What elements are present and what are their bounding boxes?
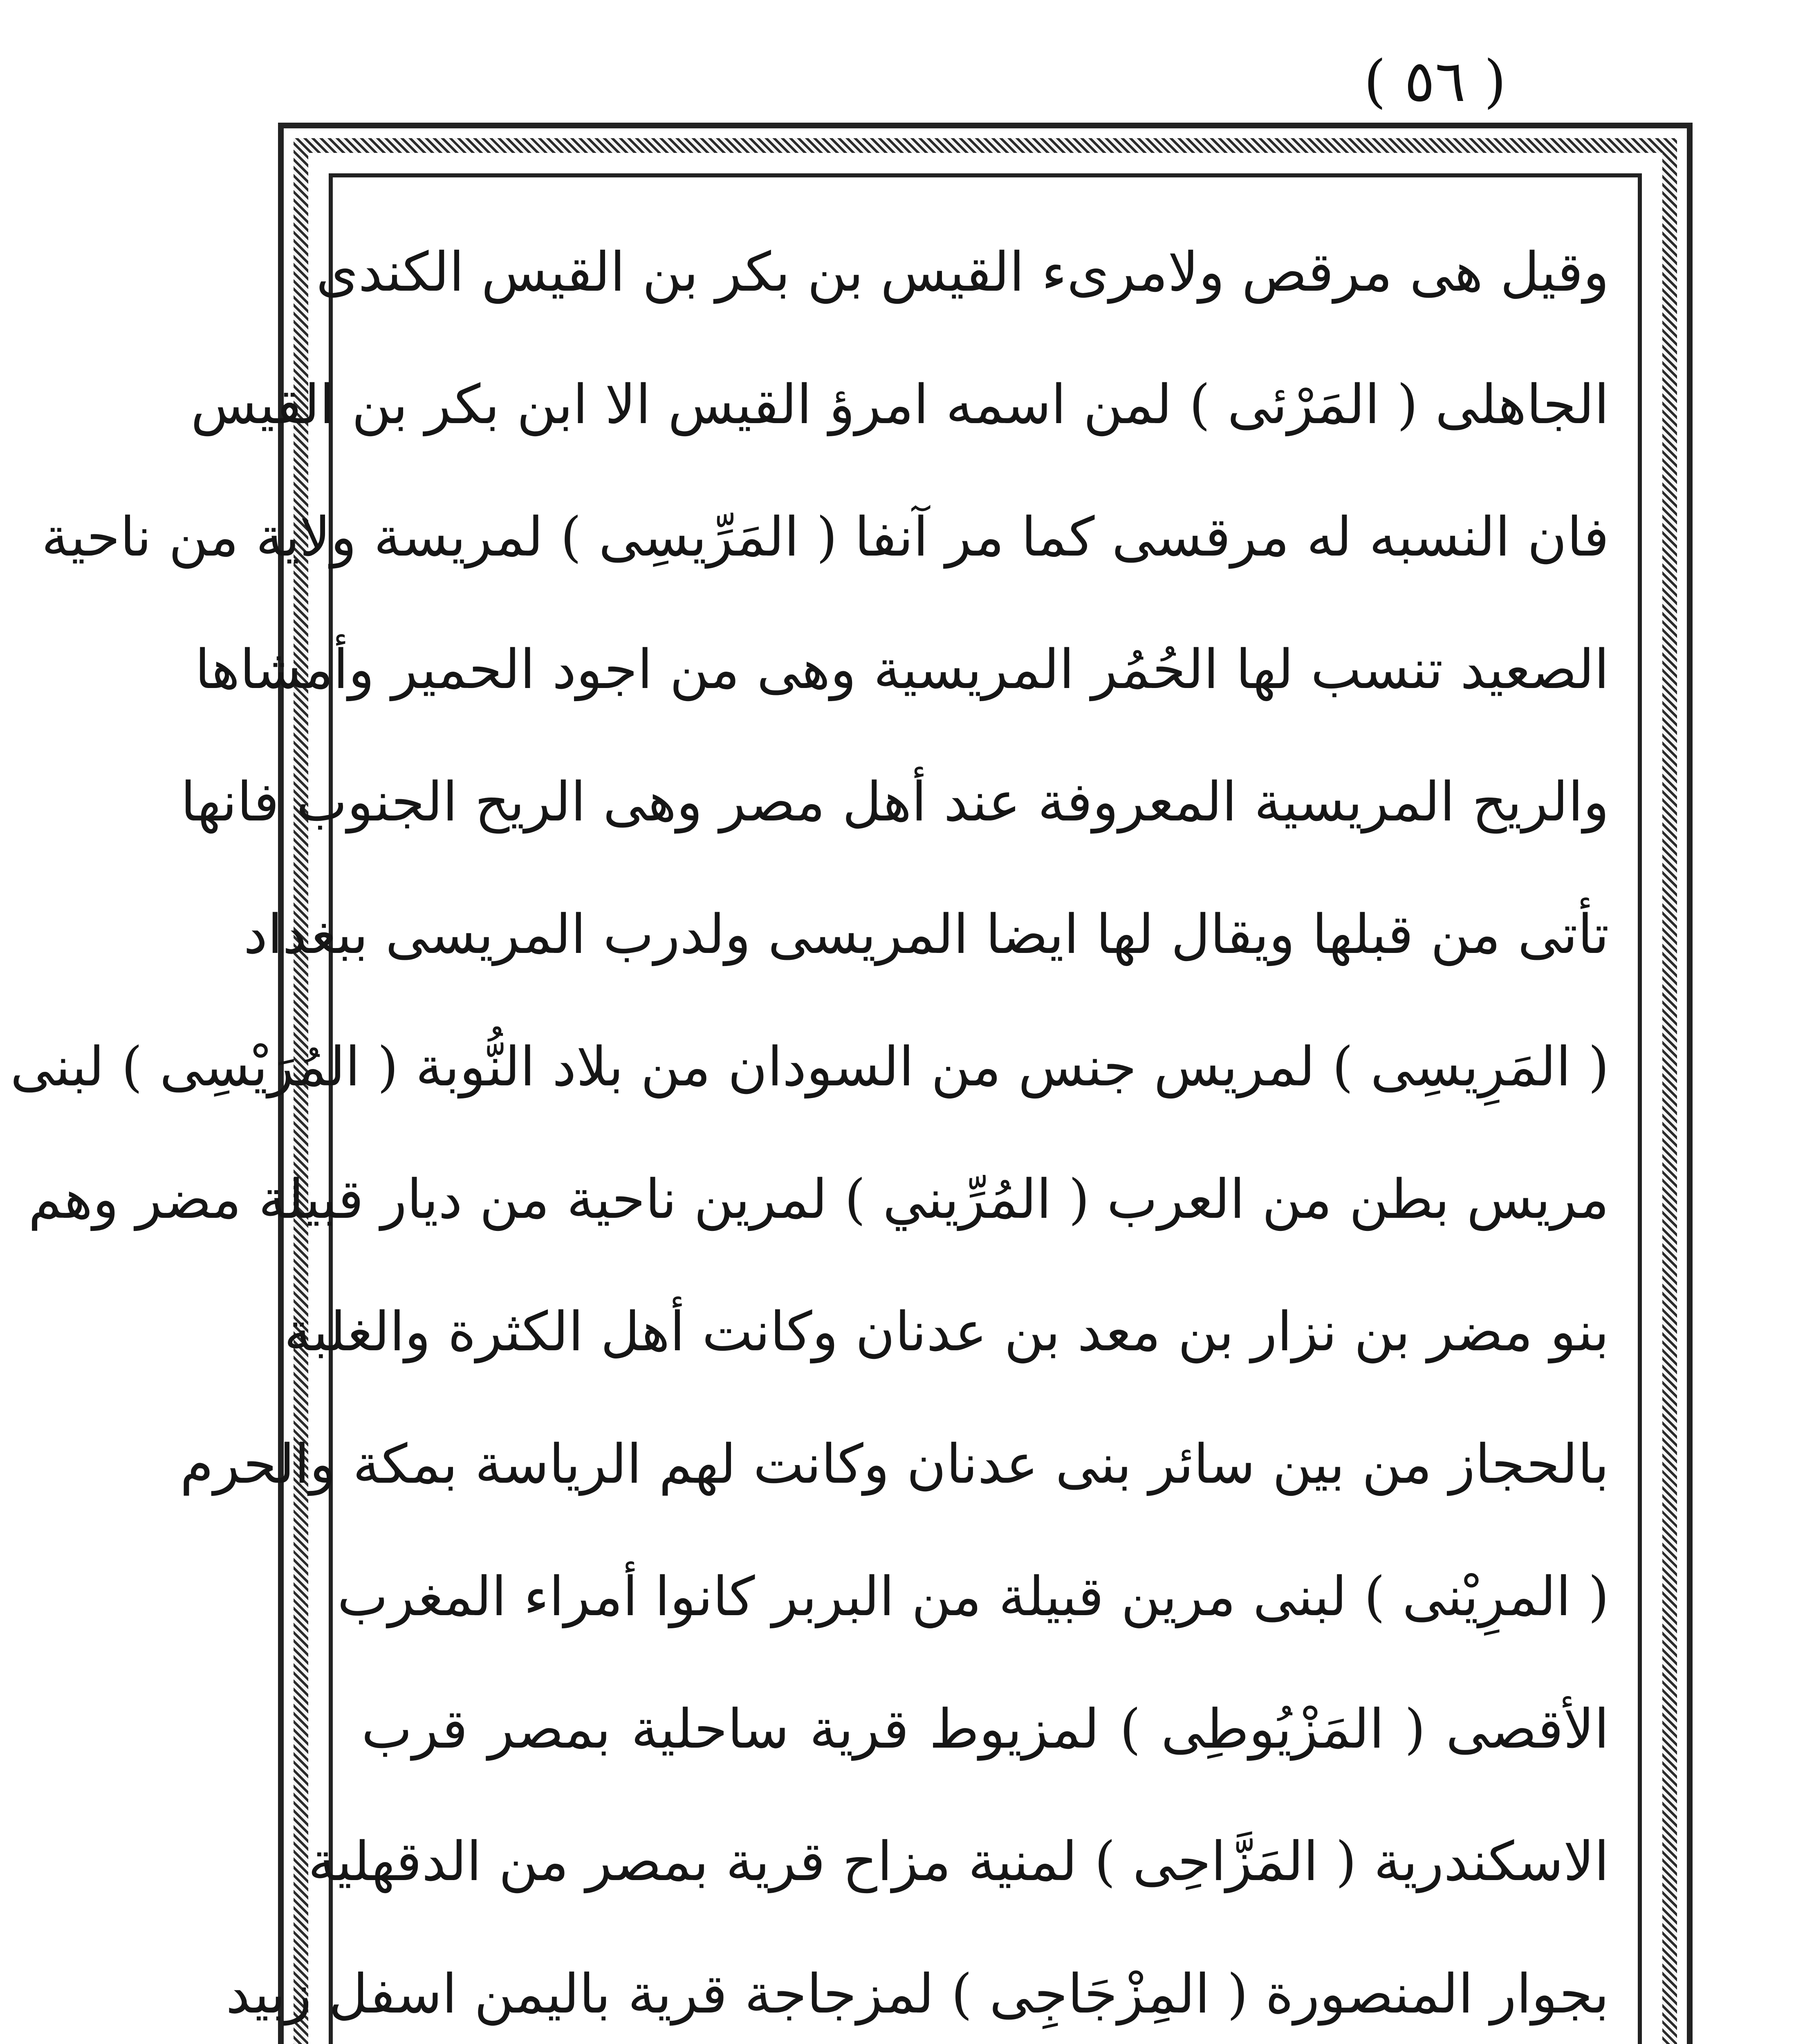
body-text	[10, 206, 1609, 2044]
text-line: الأقصى ( المَزْيُوطِى ) لمزيوط قرية ساحلية بمصر قرب	[361, 1698, 1609, 1761]
text-line: ( المرِيْنى ) لبنى مرين قبيلة من البربر كانوا أمراء المغرب	[337, 1565, 1609, 1628]
text-frame	[10, 173, 1642, 2044]
text-line: فان النسبه له مرقسى كما مر آنفا ( المَرِّيسِى ) لمريسة ولاية من ناحية	[41, 506, 1609, 569]
text-line: الصعيد تنسب لها الحُمُر المريسية وهى من اجود الحمير وأمشاها	[195, 638, 1609, 701]
text-line: تأتى من قبلها ويقال لها ايضا المريسى ولدرب المريسى ببغداد	[243, 903, 1609, 966]
page-border	[10, 123, 1693, 2044]
text-line: الجاهلى ( المَرْئى ) لمن اسمه امرؤ القيس الا ابن بكر بن القيس	[191, 373, 1609, 436]
text-line: ( المَرِيسِى ) لمريس جنس من السودان من بلاد النُّوبة ( المُرَيْسِى ) لبنى	[10, 1035, 1609, 1098]
text-line: والريح المريسية المعروفة عند أهل مصر وهى الريح الجنوب فانها	[180, 771, 1609, 834]
text-line: مريس بطن من العرب ( المُرِّيني ) لمرين ناحية من ديار قبيلة مضر وهم	[28, 1168, 1609, 1231]
text-line: بجوار المنصورة ( المِزْجَاجِى ) لمزجاجة قرية باليمن اسفل زبيد	[226, 1963, 1609, 2026]
page-number: ( ٥٦ )	[1363, 48, 1507, 115]
text-line: بنو مضر بن نزار بن معد بن عدنان وكانت أهل الكثرة والغلبة	[284, 1300, 1609, 1363]
text-line: بالحجاز من بين سائر بنى عدنان وكانت لهم الرياسة بمكة والحرم	[180, 1433, 1609, 1496]
text-line: الاسكندرية ( المَزَّاحِى ) لمنية مزاح قرية بمصر من الدقهلية	[308, 1830, 1609, 1893]
text-line: وقيل هى مرقص ولامرىء القيس بن بكر بن القيس الكندى	[316, 241, 1609, 304]
